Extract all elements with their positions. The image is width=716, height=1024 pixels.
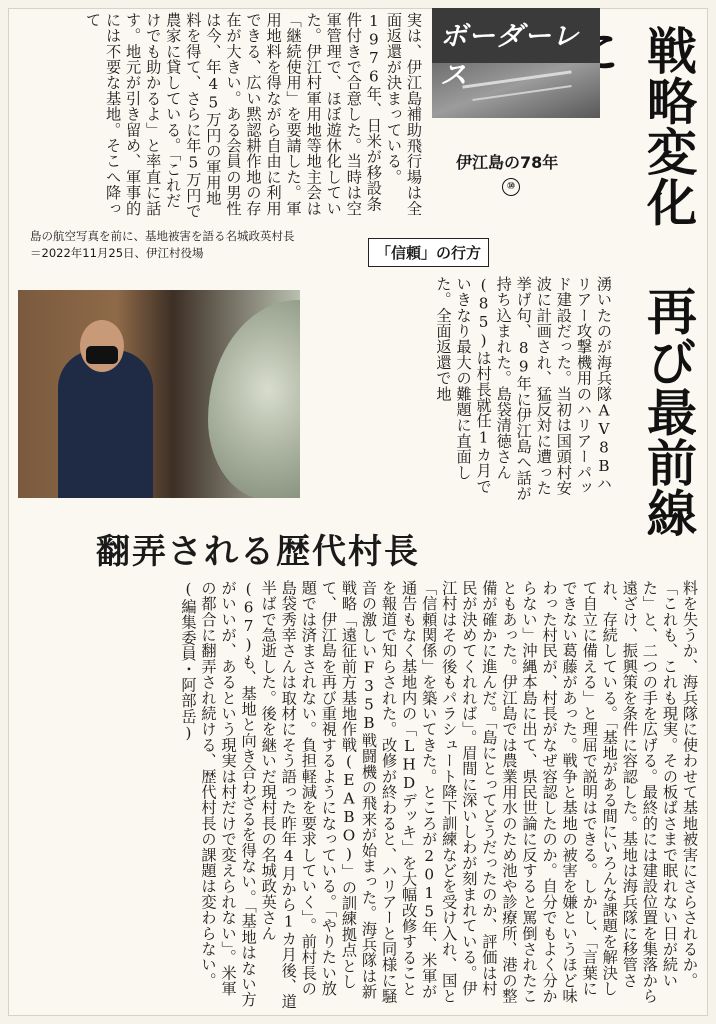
article-title: 翻弄される歴代村長 <box>96 532 420 572</box>
photo-caption: 島の航空写真を前に、基地被害を語る名城政英村長＝2022年11月25日、伊江村役場 <box>30 229 295 260</box>
photo-person-mask <box>86 346 118 364</box>
article-column-mid: 湧いたのが海兵隊AV8Bハリアー攻撃機用のハリアーパッド建設だった。当初は国頭村安波に計画され、猛反対に遭った挙げ句、89年に伊江島へ話が持ち込まれた。島袋清徳さん(85)は村長就任1カ月でいきなり最大の難題に直面した。全面返還で地 <box>434 276 613 502</box>
series-banner <box>432 8 600 118</box>
headline: 戦略変化 再び最前線 <box>639 25 697 538</box>
article-column-top: 実は、伊江島補助飛行場は全面返還が決まっている。1976年、日米が移設条件付きで合意した。当時は空軍管理で、ほぼ遊休化していた。伊江村軍用地等地主会は「継続使用」を要請した。軍用地料を得ながら自由に利用できる、広い黙認耕作地の存在が大きい。ある会員の男性は今、年45万円の軍用地料を得て、さらに年5万円で農家に貸している。「これだけでも助かるよ」と率直に話す。地元が引き留め、軍事的には不要な基地。そこへ降って <box>84 12 423 219</box>
series-number: ⑩ <box>502 178 520 196</box>
article-photo <box>18 290 300 498</box>
series-name: 伊江島の78年 <box>456 153 559 172</box>
photo-person <box>58 350 153 498</box>
subheading: 「信頼」の行方 <box>368 238 489 267</box>
banner-title: ボーダーレス <box>440 21 580 91</box>
article-column-bottom: 料を失うか、海兵隊に使わせて基地被害にさらされるか。「これも、これも現実。その板ばさまで眠れない日が続いた」と、二つの手を広げる。最終的には建設位置を集落から遠ざけ、振興策を条件に容認した。基地は海兵隊に移管され、存続している。「基地がある間にいろんな課題を解決して自立に備える」と理屈で説明はできる。しかし、「言葉にできない葛藤があった。戦争と基地の被害を嫌というほど味わった村民が、村長がなぜ容認したのか。自分でもよく分からない」沖縄本島に出て、県民世論に反すると罵倒されたこともあった。伊江島では農業用水のため池や診療所、港の整備が確かに進んだ。「島にとってどうだったのか、評価は村民が決めてくれれば」。眉間に深いしわが刻まれている。伊江村はその後もパラシュート降下訓練などを受け入れ、国と「信頼関係」を築いてきた。ところが2015年、米軍が通告もなく基地内の「LHDデッキ」を大幅改修することを報道で知らされた。改修が終わると、ハリアーと同様に騒音の激しいF35B戦闘機の飛来が始まった。海兵隊は新戦略「遠征前方基地作戦(EABO)」の訓練拠点として、伊江島を再び重視するようになっている。「やりたい放題では済まされない。負担軽減を要求していく」。前村長の島袋秀幸さんは取材にそう語った昨年4月から1カ月後、道半ばで急逝した。後を継いだ現村長の名城政英さん(67)も、基地と向き合わざるを得ない。「基地はない方がいいが、あるという現実は村だけで変えられない」。米軍の都合に翻弄され続ける、歴代村長の課題は変わらない。(編集委員・阿部岳) <box>179 580 699 1010</box>
